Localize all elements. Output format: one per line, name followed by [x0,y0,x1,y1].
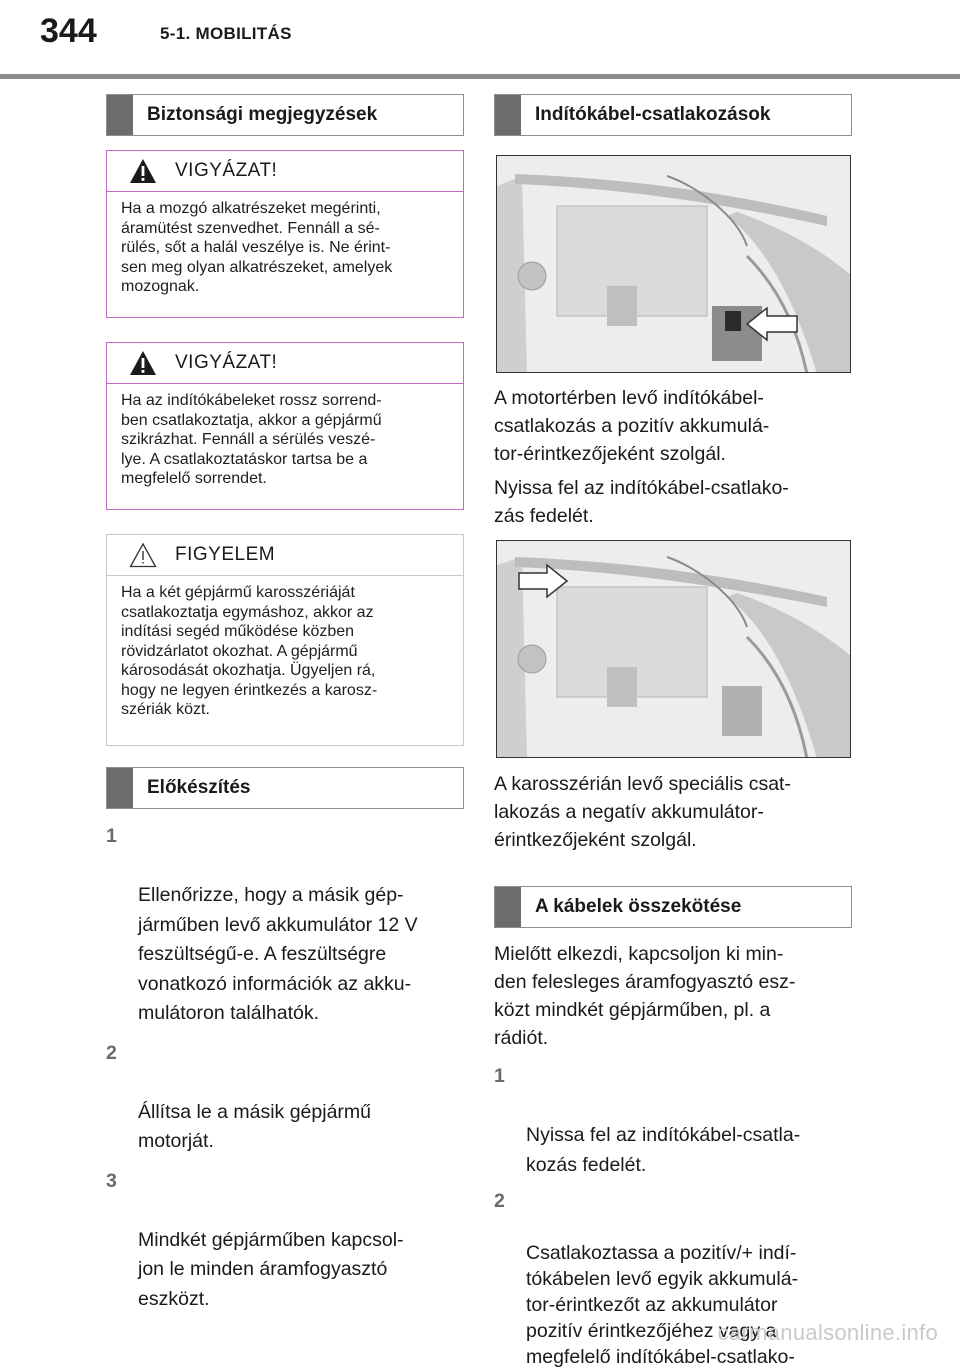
page-number: 344 [40,12,97,50]
step-text: Ellenőrizze, hogy a másik gép- járműben levő akkumulátor 12 V feszültségű-e. A feszültségre vonatkozó információk az akku- mulátoron találhatók. [138,884,418,1024]
warning-box-cable-order [106,342,464,510]
step-number: 2 [106,1041,117,1064]
step-text: Állítsa le a másik gépjármű motorját. [138,1100,372,1152]
step-text: Mindkét gépjárműben kapcsol- jon le minden áramfogyasztó eszközt. [138,1228,404,1310]
chapter-title: 5-1. MOBILITÁS [160,24,292,43]
section-jump-start-connections [494,94,852,136]
preparation-steps [106,822,466,1314]
section-bar [107,768,133,808]
warning-header [107,151,463,192]
body-negative-terminal-photo [496,540,851,758]
step-text: Nyissa fel az indítókábel-csatla- kozás fedelét. [526,1124,801,1176]
section-title: A kábelek összekötése [535,896,742,917]
page-header [0,0,960,80]
warning-text: Ha az indítókábeleket rossz sorrend- ben csatlakoztatja, akkor a gépjármű szikrázhat. Fennáll a sérülés veszé- lye. A csatlakoztatáskor tartsa be a megfelelő sorrendet. [121,392,382,487]
section-safety-notes [106,94,464,136]
warning-text: Ha a mozgó alkatrészeket megérinti, áramütést szenvedhet. Fennáll a sé- rülés, sőt a halál veszélye is. Ne érint- sen meg olyan alkatrészeket, amelyek mozognak. [121,200,393,295]
step-number: 1 [494,1065,505,1087]
section-connecting-cables [494,886,852,928]
step-text: Csatlakoztassa a pozitív/+ indí- tókábelen levő egyik akkumulá- tor-érintkezőt az akkumulátor pozitív érintkezőjéhez vagy a megfelelő indítókábel-csatlako- [526,1242,799,1368]
warning-triangle-icon [129,158,157,184]
list-item [106,1167,466,1315]
step-number: 3 [106,1169,117,1192]
list-item [106,1039,466,1157]
step-number: 1 [106,825,117,847]
section-preparation [106,767,464,809]
header-divider [0,74,960,79]
step-number: 2 [494,1190,505,1212]
list-item [494,1062,854,1180]
notice-label: FIGYELEM [175,544,276,565]
section-bar [495,95,521,135]
section-title: Biztonsági megjegyzések [147,104,378,125]
notice-box-body-contact [106,534,464,746]
engine-bay-illustration [497,156,851,373]
section-bar [107,95,133,135]
paragraph: A karosszérián levő speciális csat- lakozás a negatív akkumulátor- érintkezőjeként szolgál. [494,773,791,851]
warning-header [107,343,463,384]
notice-text: Ha a két gépjármű karosszériáját csatlakoztatja egymáshoz, akkor az indítási segéd működése közben rövidzárlatot okozhat. A gépjármű károsodását okozhatja. Ügyeljen rá, hogy ne legyen érintkezés a karosz- szériák közt. [121,584,378,718]
warning-label: VIGYÁZAT! [175,352,278,373]
notice-triangle-icon [129,542,157,568]
notice-header [107,535,463,576]
list-item [106,822,466,1029]
paragraph: A motortérben levő indítókábel- csatlakozás a pozitív akkumulá- tor-érintkezőjeként szolgál. [494,387,770,465]
engine-bay-positive-terminal-photo [496,155,851,373]
engine-bay-illustration [497,541,851,758]
section-bar [495,887,521,927]
warning-box-moving-parts [106,150,464,318]
paragraph: Nyissa fel az indítókábel-csatlako- zás fedelét. [494,477,789,527]
section-title: Indítókábel-csatlakozások [535,104,771,125]
warning-triangle-icon [129,350,157,376]
section-title: Előkészítés [147,777,251,798]
warning-label: VIGYÁZAT! [175,160,278,181]
paragraph: Mielőtt elkezdi, kapcsoljon ki min- den felesleges áramfogyasztó esz- közt mindkét gépjárműben, pl. a rádiót. [494,943,796,1049]
watermark: carmanualsonline.info [717,1320,938,1345]
